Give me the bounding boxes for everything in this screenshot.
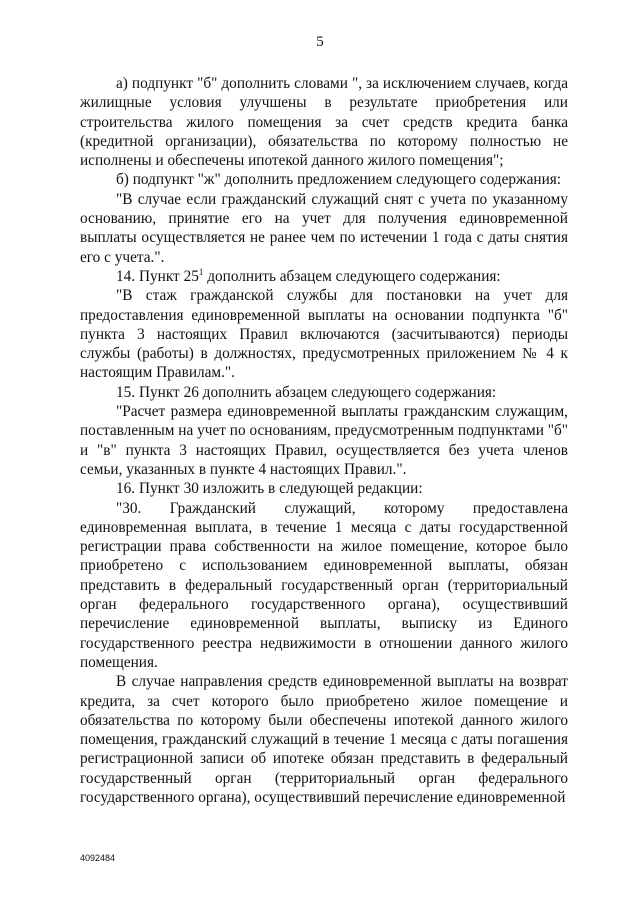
paragraph-quote-removal: "В случае если гражданский служащий снят с учета по указанному основанию, принятие его на учет для получения единовременной выплаты осуществляется не ранее чем по истечении 1 года с даты снятия его с учета.". — [80, 190, 568, 266]
document-body — [80, 74, 568, 807]
paragraph-subpoint-b: б) подпункт "ж" дополнить предложением следующего содержания: — [116, 171, 562, 189]
paragraph-item-16: 16. Пункт 30 изложить в следующей редакции: — [116, 480, 423, 498]
paragraph-quote-item-30: "30. Гражданский служащий, которому предоставлена единовременная выплата, в течение 1 месяца с даты государственной регистрации права собственности на жилое помещение, которое было приобретено с использованием единовременной выплаты, обязан представить в федеральный государственный орган (территориальный орган федерального государственного органа), осуществивший перечисление единовременной выплаты, выписку из Единого государственного реестра недвижимости в отношении данного жилого помещения. — [80, 499, 568, 671]
paragraph-quote-service-length: "В стаж гражданской службы для постановки на учет для предоставления единовременной выплаты на основании подпункта "б" пункта 3 настоящих Правил включаются (засчитываются) периоды службы (работы) в должностях, предусмотренных приложением № 4 к настоящим Правилам.". — [80, 287, 568, 382]
item-14-rest: дополнить абзацем следующего содержания: — [203, 267, 501, 285]
paragraph-subpoint-a: а) подпункт "б" дополнить словами ", за исключением случаев, когда жилищные условия улучшены в результате приобретения или строительства жилого помещения за счет средств кредита банка (кредитной организации), обязательства по которому полностью не исполнены и обеспечены ипотекой данного жилого помещения"; — [80, 75, 568, 170]
paragraph-item-14 — [80, 267, 568, 286]
page-number: 5 — [316, 34, 324, 50]
paragraph-quote-calculation: "Расчет размера единовременной выплаты гражданским служащим, поставленным на учет по основаниям, предусмотренным подпунктами "б" и "в" пункта 3 настоящих Правил, осуществляется без учета членов семьи, указанных в пункте 4 настоящих Правил.". — [80, 403, 568, 478]
paragraph-item-15: 15. Пункт 26 дополнить абзацем следующего содержания: — [116, 383, 497, 401]
paragraph-credit-return: В случае направления средств единовременной выплаты на возврат кредита, за счет которого было приобретено жилое помещение и обязательства по которому были обеспечены ипотекой данного жилого помещения, гражданский служащий в течение 1 месяца с даты погашения регистрационной записи об ипотеке обязан представить в федеральный государственный орган (территориальный орган федерального государственного органа), осуществивший перечисление единовременной — [80, 673, 568, 806]
item-14-superscript: 1 — [198, 266, 204, 277]
item-14-lead: 14. Пункт 25 — [116, 267, 199, 285]
document-id: 4092484 — [80, 853, 116, 863]
